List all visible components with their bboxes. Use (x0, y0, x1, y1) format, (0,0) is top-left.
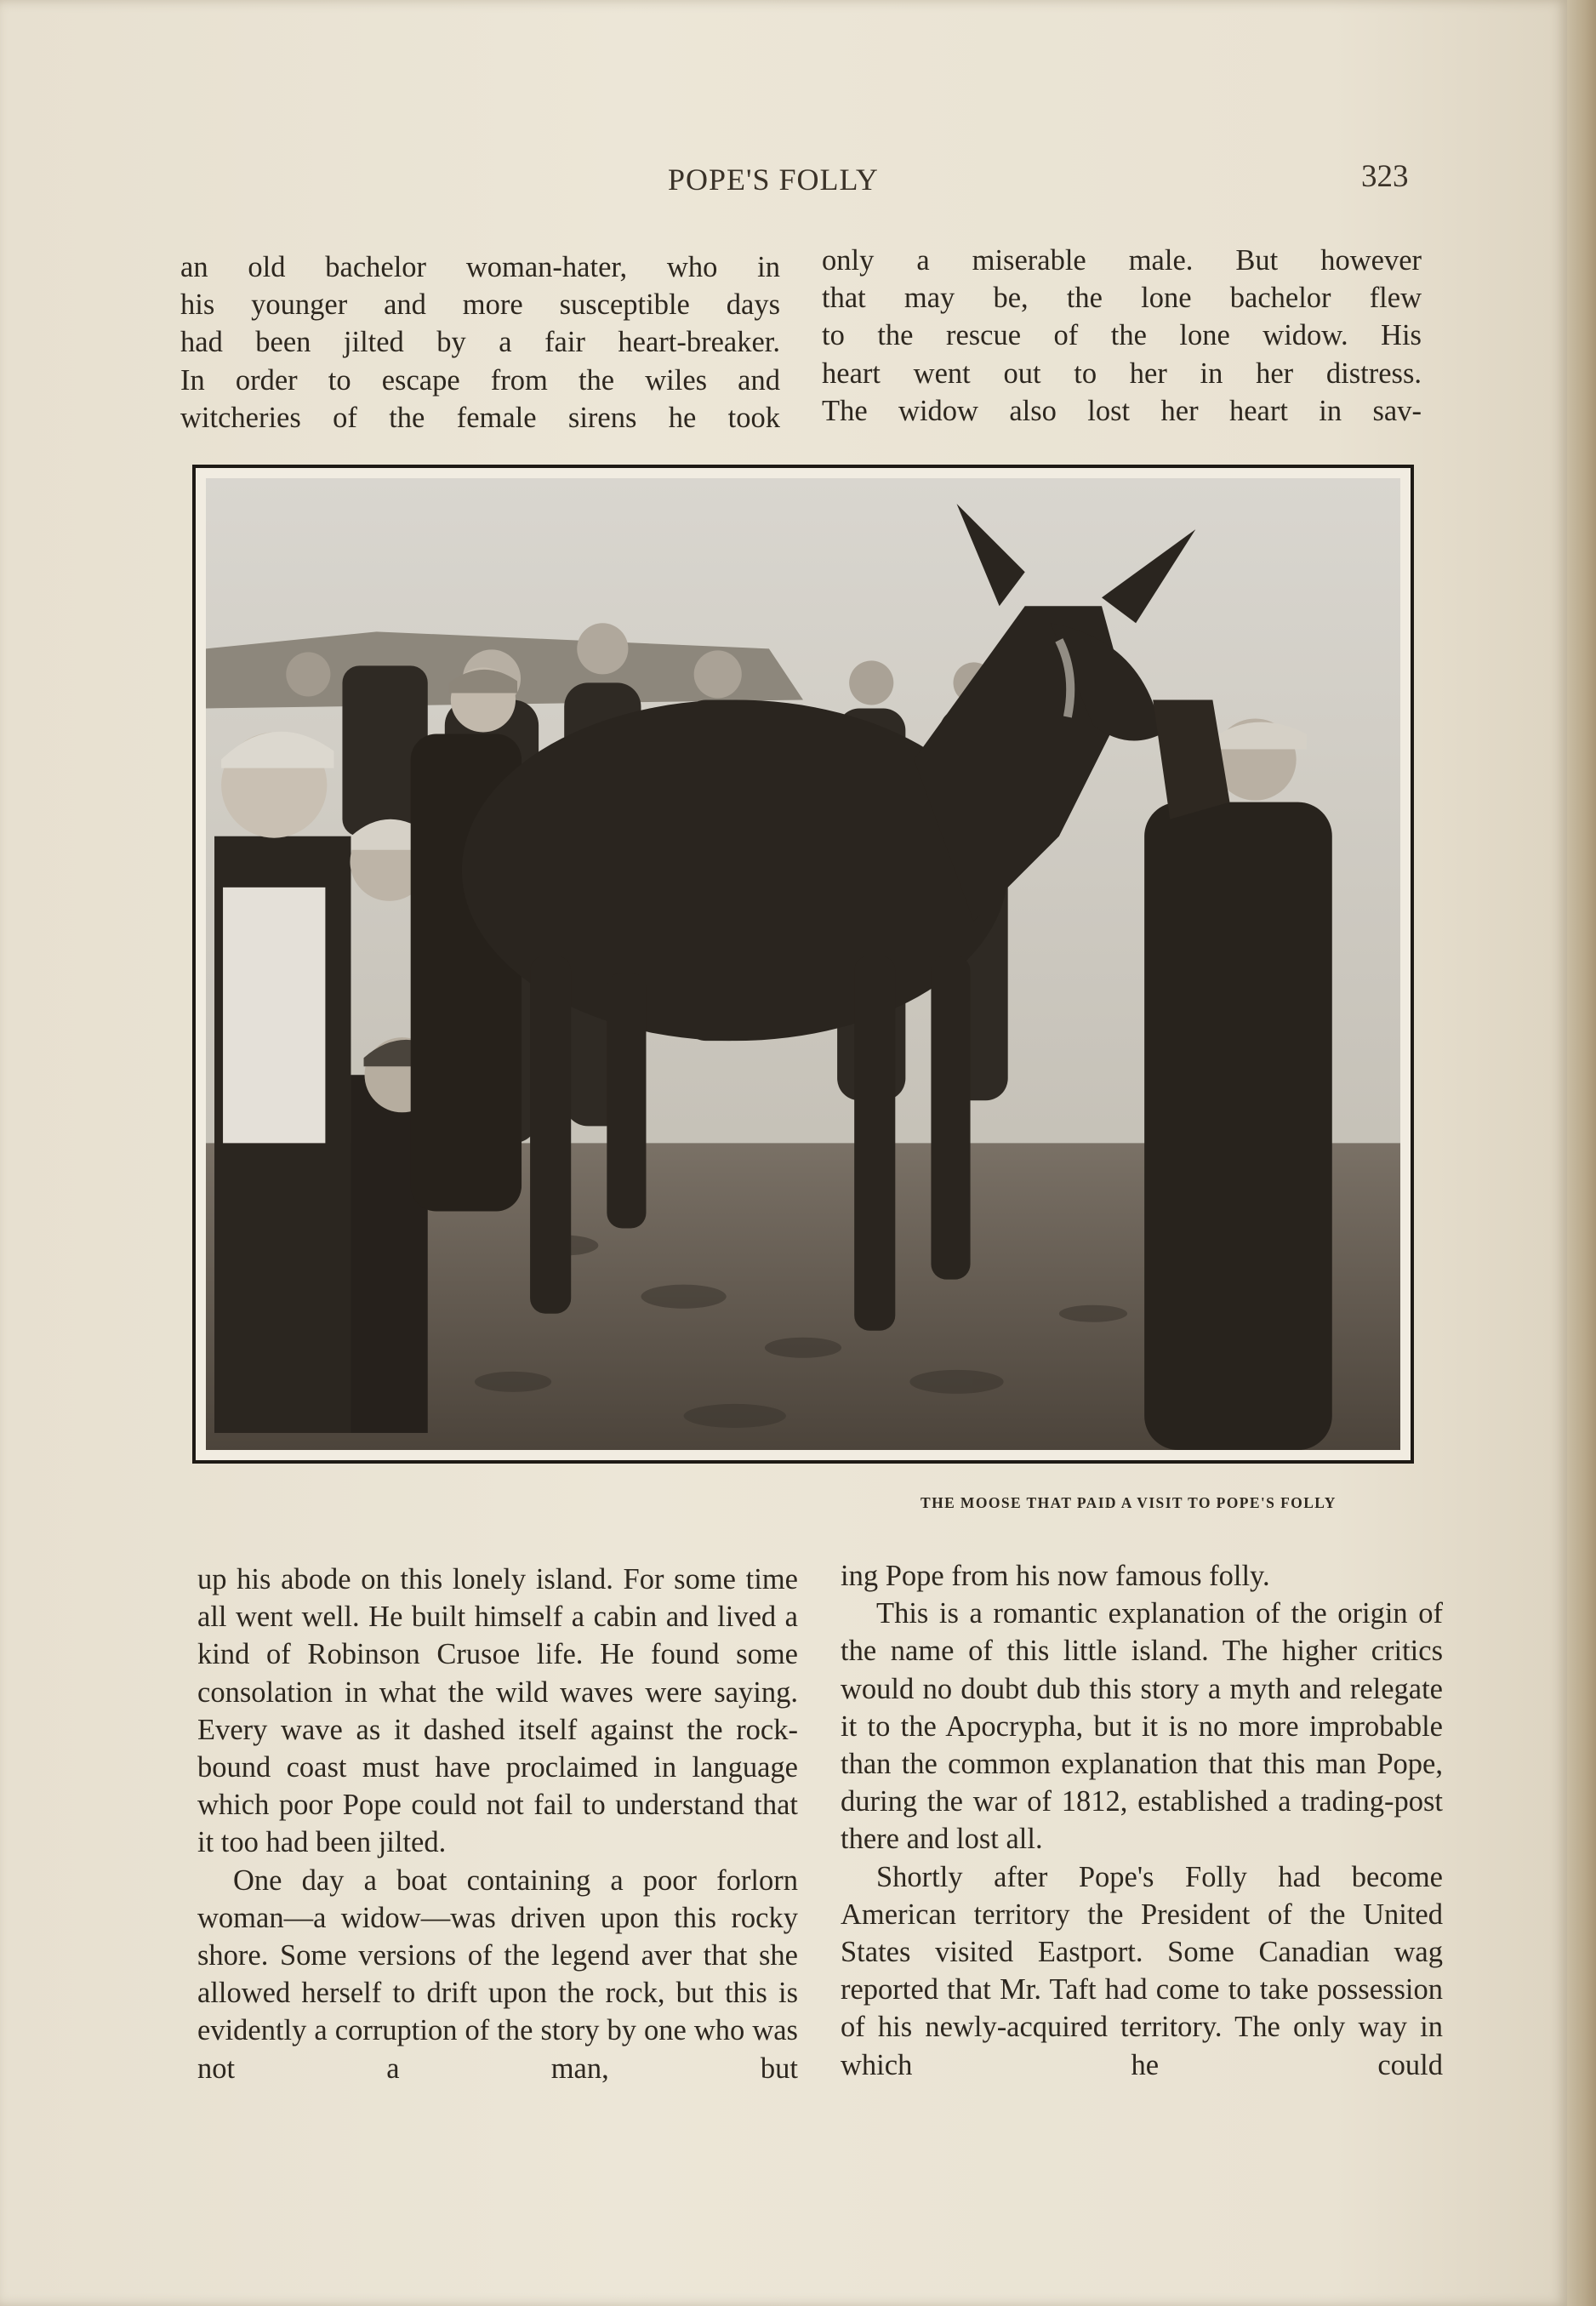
page-title: POPE'S FOLLY (668, 163, 879, 197)
text-line: only a miserable male. But however (822, 244, 1422, 277)
text-line: witcheries of the female sirens he took (180, 401, 780, 434)
text-line: In order to escape from the wiles and (180, 363, 780, 397)
bottom-left-column (197, 1561, 798, 2087)
top-right-column (822, 242, 1422, 430)
top-left-column (180, 248, 780, 437)
text-line: his younger and more susceptible days (180, 288, 780, 322)
bottom-right-column (841, 1557, 1443, 2084)
page-number: 323 (1361, 159, 1409, 194)
photo-frame (192, 465, 1414, 1464)
paragraph: One day a boat containing a poor forlorn woman—a widow—was driven upon this rocky shore. Some versions of the legend aver that she allowed herself to drift upon the rock, but this is evidently a corruption of the story by one who was not a man, but (197, 1864, 798, 2085)
text-line: heart went out to her in her distress. (822, 357, 1422, 390)
moose-photograph-drawing (206, 478, 1400, 1450)
running-head (0, 159, 1596, 204)
paragraph: Shortly after Pope's Folly had become American territory the President of the United States visited Eastport. Some Canadian wag reported that Mr. Taft had come to take possession of his newly-acquired territory. The only way in which he could (841, 1860, 1443, 2081)
book-spine (1567, 0, 1596, 2306)
text-line: had been jilted by a fair heart-breaker. (180, 326, 780, 359)
text-line: The widow also lost her heart in sav- (822, 394, 1422, 427)
text-line: an old bachelor woman-hater, who in (180, 251, 780, 283)
paragraph: ing Pope from his now famous folly. (841, 1560, 1270, 1592)
paragraph: up his abode on this lonely island. For some time all went well. He built himself a cabin and lived a kind of Robinson Crusoe life. He found some consolation in what the wild waves were saying. Every wave as it dashed itself against the rock-bound coast must have proclaimed in language which poor Pope could not fail to understand that it too had been jilted. (197, 1563, 798, 1859)
text-line: that may be, the lone bachelor flew (822, 282, 1422, 315)
paragraph: This is a romantic explanation of the origin of the name of this little island. The higher critics would no doubt dub this story a myth and relegate it to the Apocrypha, but it is no more improbable than the common explanation that this man Pope, during the war of 1812, established a trading-post there and lost all. (841, 1597, 1443, 1856)
text-line: to the rescue of the lone widow. His (822, 319, 1422, 352)
moose-photograph (206, 478, 1400, 1450)
photo-caption: THE MOOSE THAT PAID A VISIT TO POPE'S FOLLY (921, 1494, 1337, 1511)
